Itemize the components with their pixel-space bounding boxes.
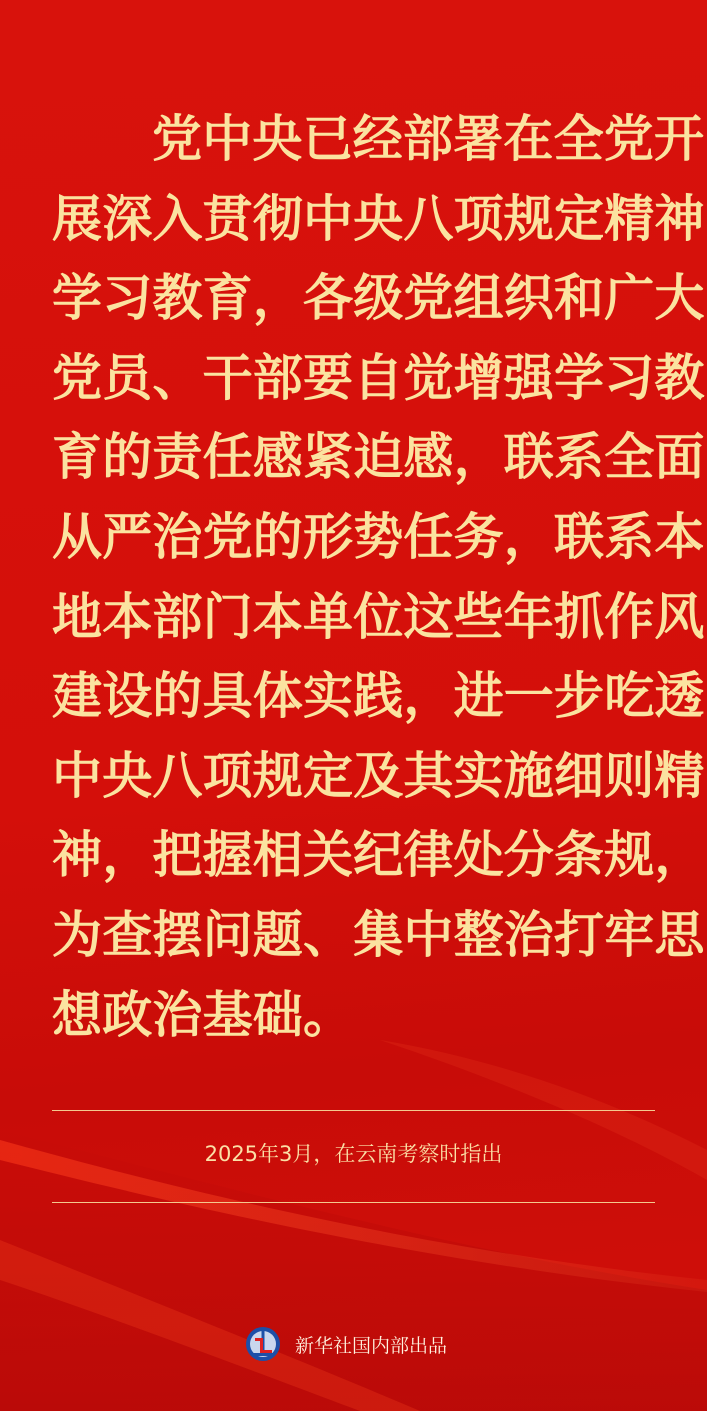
quote-line: 党中央已经部署在全党开 xyxy=(152,110,705,168)
quote-line: 学习教育，各级党组织和广大 xyxy=(52,269,705,328)
divider-bottom xyxy=(52,1202,655,1203)
quote-line: 中央八项规定及其实施细则精 xyxy=(52,746,705,805)
xinhua-logo-icon xyxy=(245,1326,281,1362)
quote-line: 为查摆问题、集中整治打牢思 xyxy=(52,905,705,964)
quote-line: 建设的具体实践，进一步吃透 xyxy=(52,667,705,726)
quote-line: 展深入贯彻中央八项规定精神 xyxy=(52,189,705,248)
quote-line: 地本部门本单位这些年抓作风 xyxy=(52,587,705,646)
footer-label: 新华社国内部出品 xyxy=(295,1334,448,1357)
quote-line: 党员、干部要自觉增强学习教 xyxy=(52,348,705,407)
quote-line: 神，把握相关纪律处分条规， xyxy=(52,826,705,885)
quote-source: 2025年3月，在云南考察时指出 xyxy=(204,1142,503,1166)
quote-line: 育的责任感紧迫感，联系全面 xyxy=(52,428,705,487)
quote-text xyxy=(52,100,705,1055)
divider-top xyxy=(52,1110,655,1111)
quote-line: 从严治党的形势任务，联系本 xyxy=(52,507,705,566)
quote-line: 想政治基础。 xyxy=(52,985,354,1044)
footer xyxy=(245,1326,447,1362)
